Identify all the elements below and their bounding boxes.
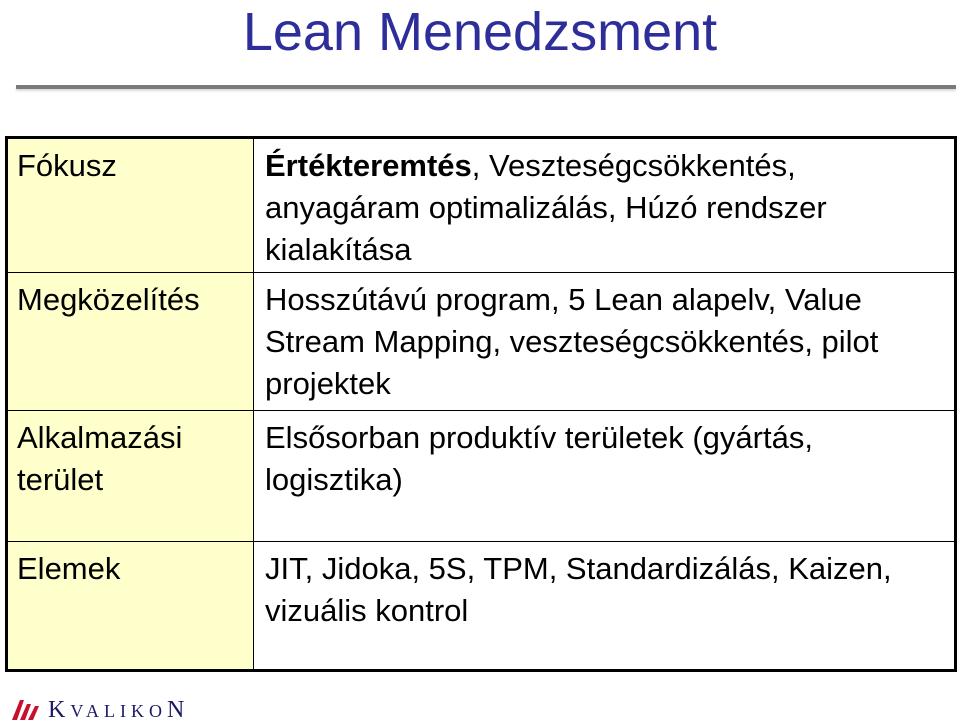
row-content-focus — [254, 139, 954, 273]
lean-table — [5, 136, 957, 672]
slide-title: Lean Menedzsment — [242, 2, 718, 62]
row-label-approach: Megközelítés — [8, 273, 254, 411]
footer — [0, 694, 260, 726]
row-content-elements: JIT, Jidoka, 5S, TPM, Standardizálás, Kaizen, vizuális kontrol — [254, 542, 954, 669]
row-content-focus-bold: Értékteremtés — [265, 148, 472, 183]
row-content-focus-rest: , Veszteségcsökkentés, anyagáram optimalizálás, Húzó rendszer kialakítása — [265, 148, 827, 267]
company-logo-text — [48, 697, 189, 724]
row-label-application-area: Alkalmazási terület — [8, 411, 254, 542]
row-label-focus: Fókusz — [8, 139, 254, 273]
kvalikon-logo-mark-icon — [10, 698, 40, 722]
row-content-application-area: Elsősorban produktív területek (gyártás, logisztika) — [254, 411, 954, 542]
logo-letter-last: N — [167, 697, 190, 723]
logo-letter-first: K — [48, 697, 71, 723]
row-content-approach: Hosszútávú program, 5 Lean alapelv, Value Stream Mapping, veszteségcsökkentés, pilot projektek — [254, 273, 954, 411]
row-label-elements: Elemek — [8, 542, 254, 669]
logo-letters-mid: VALIKO — [70, 701, 168, 721]
title-divider — [16, 85, 956, 89]
